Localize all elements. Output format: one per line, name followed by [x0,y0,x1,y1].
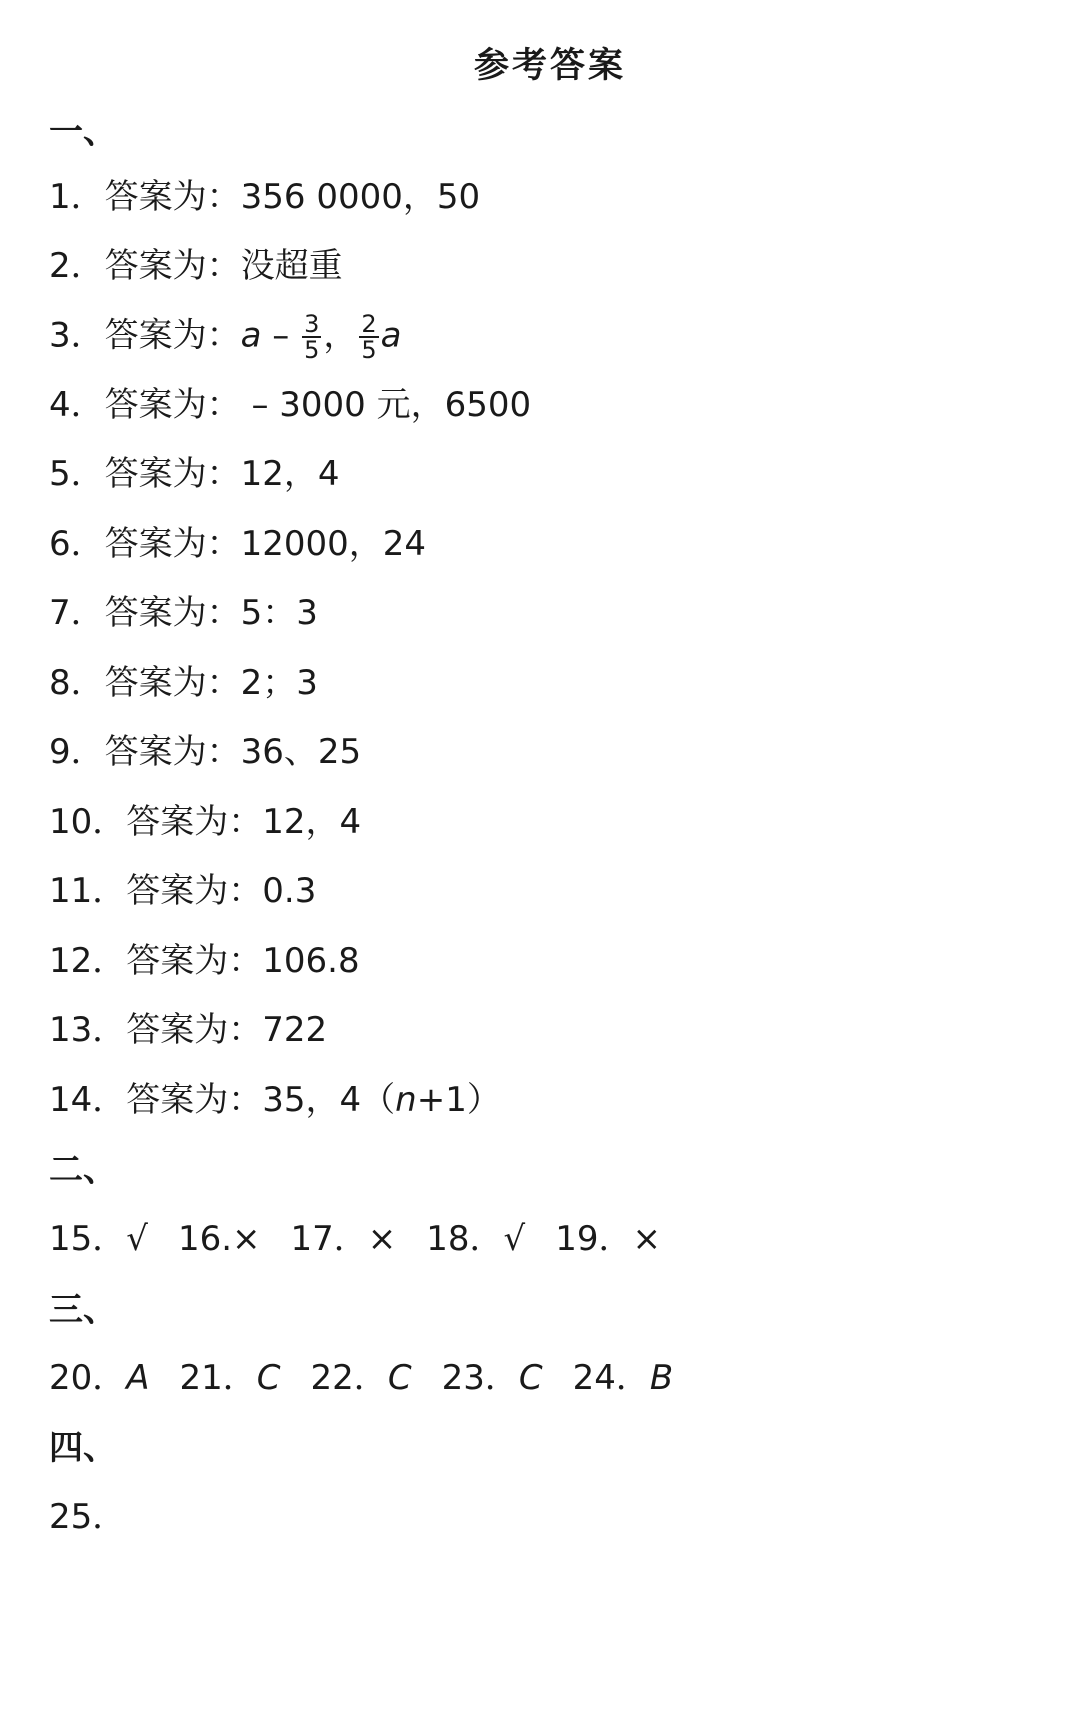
answer-14-prefix: 14．答案为：35，4（ [49,1080,396,1120]
choice-answers-row [49,1358,673,1398]
page-title: 参考答案 [473,46,626,86]
judge-answers-row [49,1219,661,1259]
answer-3 [49,312,402,362]
answer-14 [49,1080,501,1120]
choice-21-answer: C [256,1358,281,1398]
answer-3-minus: – [261,315,301,356]
answer-3-comma: ， [323,315,358,356]
answer-10: 10．答案为：12，4 [49,802,362,842]
fraction-numerator: 2 [361,310,377,338]
choice-20-number: 20． [49,1358,127,1398]
answer-1: 1．答案为：356 0000，50 [49,177,481,217]
choice-23-answer: C [518,1358,543,1398]
answer-3-var-a: a [240,315,262,356]
answer-11: 11．答案为：0.3 [49,871,317,911]
answer-3-var-a-2: a [380,315,402,356]
fraction-numerator: 3 [304,310,320,338]
fraction-denominator: 5 [304,336,320,364]
judge-16: 16.× [177,1219,261,1259]
answer-25: 25． [49,1497,127,1537]
answer-3-prefix: 3．答案为： [49,315,241,356]
answer-13: 13．答案为：722 [49,1010,328,1050]
judge-19: 19．× [555,1219,661,1259]
answer-7: 7．答案为：5：3 [49,593,318,633]
choice-23-number: 23． [441,1358,519,1398]
answer-9: 9．答案为：36、25 [49,732,362,772]
section-three-heading: 三、 [49,1290,117,1330]
choice-21-number: 21． [179,1358,257,1398]
answer-8: 8．答案为：2；3 [49,663,318,703]
choice-20-answer: A [126,1358,150,1398]
choice-22-answer: C [387,1358,412,1398]
fraction-three-fifths [302,312,321,362]
answer-5: 5．答案为：12，4 [49,454,340,494]
fraction-two-fifths [359,312,378,362]
section-one-heading: 一、 [49,112,117,152]
judge-15: 15．√ [49,1219,148,1259]
answer-14-var-n: n [395,1080,417,1120]
answer-2: 2．答案为：没超重 [49,246,343,286]
judge-17: 17．× [290,1219,397,1259]
answer-4: 4．答案为： – 3000 元，6500 [49,385,532,425]
choice-24-answer: B [649,1358,674,1398]
judge-18: 18．√ [426,1219,526,1259]
section-two-heading: 二、 [49,1150,117,1190]
choice-24-number: 24． [572,1358,650,1398]
answer-14-suffix: +1） [416,1080,501,1120]
choice-22-number: 22． [310,1358,388,1398]
answer-12: 12．答案为：106.8 [49,941,360,981]
section-four-heading: 四、 [49,1428,117,1468]
fraction-denominator: 5 [361,336,377,364]
answer-6: 6．答案为：12000，24 [49,524,427,564]
